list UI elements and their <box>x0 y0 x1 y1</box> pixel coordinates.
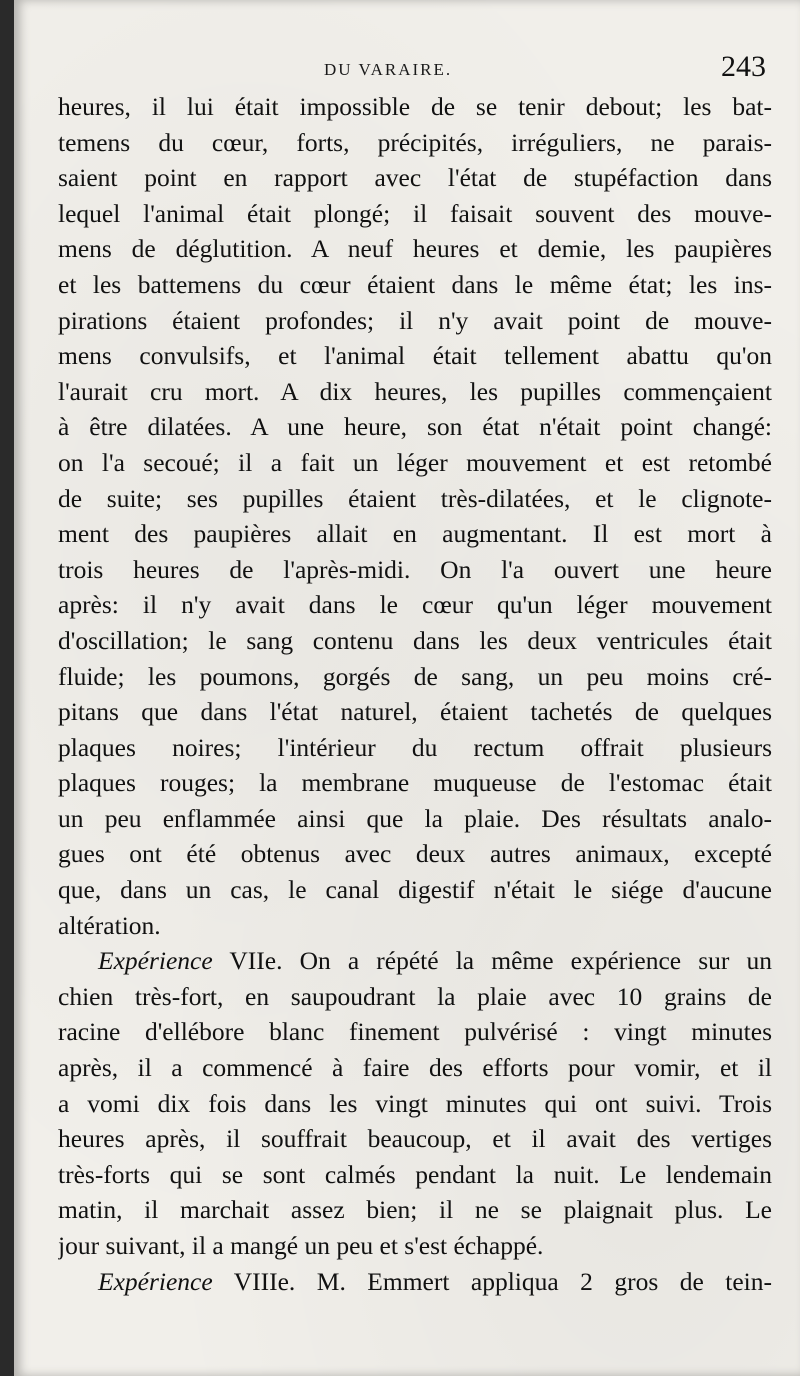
book-page <box>14 0 800 1376</box>
experience-number: VIIIe. <box>233 1266 296 1296</box>
running-head <box>14 50 800 86</box>
text-line: jour suivant, il a mangé un peu et s'est échappé. <box>58 1231 544 1260</box>
running-title: DU VARAIRE. <box>324 60 453 79</box>
text-line: après: il n'y avait dans le cœur qu'un léger mouvement <box>58 590 772 620</box>
text-line: chien très-fort, en saupoudrant la plaie avec 10 grains de <box>58 981 772 1011</box>
text-line: on l'a secoué; il a fait un léger mouvement et est retombé <box>58 447 772 477</box>
text-line: heures, il lui était impossible de se tenir debout; les bat- <box>58 92 772 121</box>
text-line: de suite; ses pupilles étaient très-dilatées, et le clignote- <box>58 483 772 513</box>
experience-7-heading-line <box>58 943 772 979</box>
text-line: temens du cœur, forts, précipités, irréguliers, ne parais- <box>58 127 772 157</box>
text-line: mens de déglutition. A neuf heures et demie, les paupières <box>58 234 772 264</box>
experience-label: Expérience <box>98 946 213 976</box>
text-line: a vomi dix fois dans les vingt minutes qui ont suivi. Trois <box>58 1088 772 1118</box>
body-text <box>58 89 772 1299</box>
text-line: trois heures de l'après-midi. On l'a ouvert une heure <box>58 554 772 584</box>
text-line: heures après, il souffrait beaucoup, et il avait des vertiges <box>58 1124 772 1154</box>
page-number: 243 <box>721 50 766 83</box>
text-line: un peu enflammée ainsi que la plaie. Des résultats analo- <box>58 803 772 833</box>
text-line: et les battemens du cœur étaient dans le même état; les ins- <box>58 269 772 299</box>
text-line: racine d'ellébore blanc finement pulvérisé : vingt minutes <box>58 1017 772 1047</box>
experience-number: VIIe. <box>229 946 283 976</box>
experience-label: Expérience <box>98 1266 213 1296</box>
text-line: après, il a commencé à faire des efforts pour vomir, et il <box>58 1053 772 1083</box>
text-line: pitans que dans l'état naturel, étaient tachetés de quelques <box>58 697 772 727</box>
text-line: matin, il marchait assez bien; il ne se plaignait plus. Le <box>58 1195 772 1225</box>
text-line: plaques rouges; la membrane muqueuse de l'estomac était <box>58 768 772 798</box>
text-line: lequel l'animal était plongé; il faisait souvent des mouve- <box>58 198 772 228</box>
text-line: saient point en rapport avec l'état de stupéfaction dans <box>58 163 772 193</box>
text-line: l'aurait cru mort. A dix heures, les pupilles commençaient <box>58 376 772 406</box>
text-line: à être dilatées. A une heure, son état n'était point changé: <box>58 412 772 442</box>
text-line: pirations étaient profondes; il n'y avait point de mouve- <box>58 305 772 335</box>
experience-8-heading-line <box>58 1264 772 1300</box>
text-line: que, dans un cas, le canal digestif n'était le siége d'aucune <box>58 875 772 905</box>
text-line: mens convulsifs, et l'animal était tellement abattu qu'on <box>58 341 772 371</box>
text-line: très-forts qui se sont calmés pendant la nuit. Le lendemain <box>58 1159 772 1189</box>
experience-text: On a répété la même expérience sur un <box>299 946 772 976</box>
text-line: altération. <box>58 910 161 940</box>
text-line: d'oscillation; le sang contenu dans les deux ventricules était <box>58 625 772 655</box>
text-line: plaques noires; l'intérieur du rectum offrait plusieurs <box>58 732 772 762</box>
text-line: gues ont été obtenus avec deux autres animaux, excepté <box>58 839 772 869</box>
experience-text: M. Emmert appliqua 2 gros de tein- <box>316 1266 772 1296</box>
text-line: ment des paupières allait en augmentant. Il est mort à <box>58 519 772 549</box>
text-line: fluide; les poumons, gorgés de sang, un peu moins cré- <box>58 661 772 691</box>
